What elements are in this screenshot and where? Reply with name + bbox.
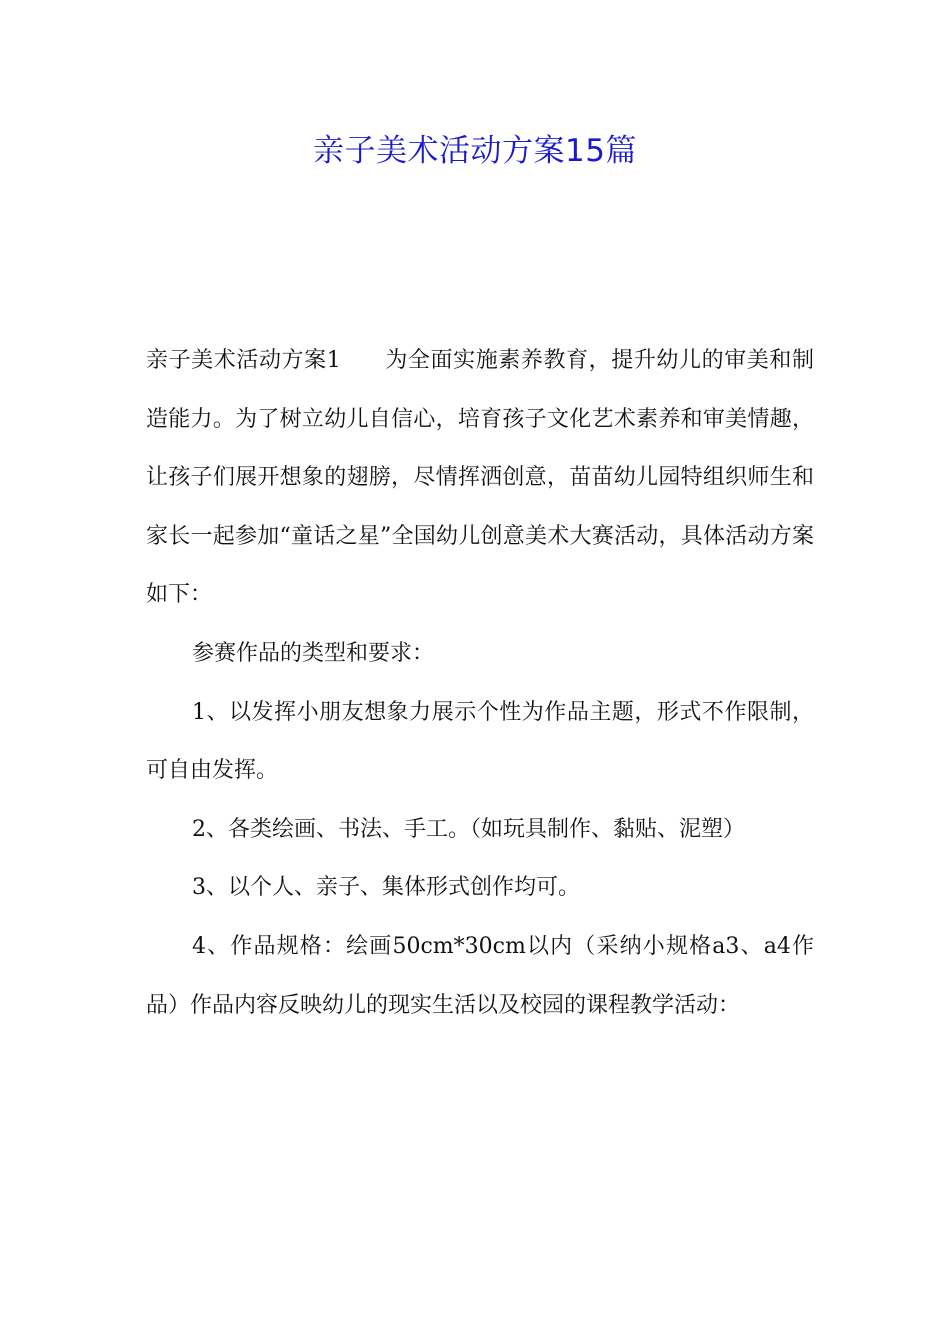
document-title: 亲子美术活动方案15篇 [313, 133, 637, 169]
section1-intro: 为全面实施素养教育，提升幼儿的审美和制造能力。为了树立幼儿自信心，培育孩子文化艺术素养和审美情趣，让孩子们展开想象的翅膀，尽情挥洒创意，苗苗幼儿园特组织师生和家长一起参加“童话之星”全国幼儿创意美术大赛活动，具体活动方案如下： [146, 348, 814, 608]
section1-heading: 亲子美术活动方案1 [146, 348, 341, 373]
paragraph-item-3: 3、以个人、亲子、集体形式创作均可。 [192, 875, 580, 901]
document-body [146, 332, 814, 1035]
paragraph-item-1: 1、以发挥小朋友想象力展示个性为作品主题，形式不作限制，可自由发挥。 [146, 699, 814, 784]
section1-intro-paragraph [146, 332, 814, 625]
paragraph-requirements: 参赛作品的类型和要求： [192, 640, 435, 666]
paragraph-item-2: 2、各类绘画、书法、手工。（如玩具制作、黏贴、泥塑） [192, 816, 745, 842]
paragraph-item-4: 4、作品规格：绘画50cm*30cm以内（采纳小规格a3、a4作品）作品内容反映幼儿的现实生活以及校园的课程教学活动： [146, 933, 814, 1018]
